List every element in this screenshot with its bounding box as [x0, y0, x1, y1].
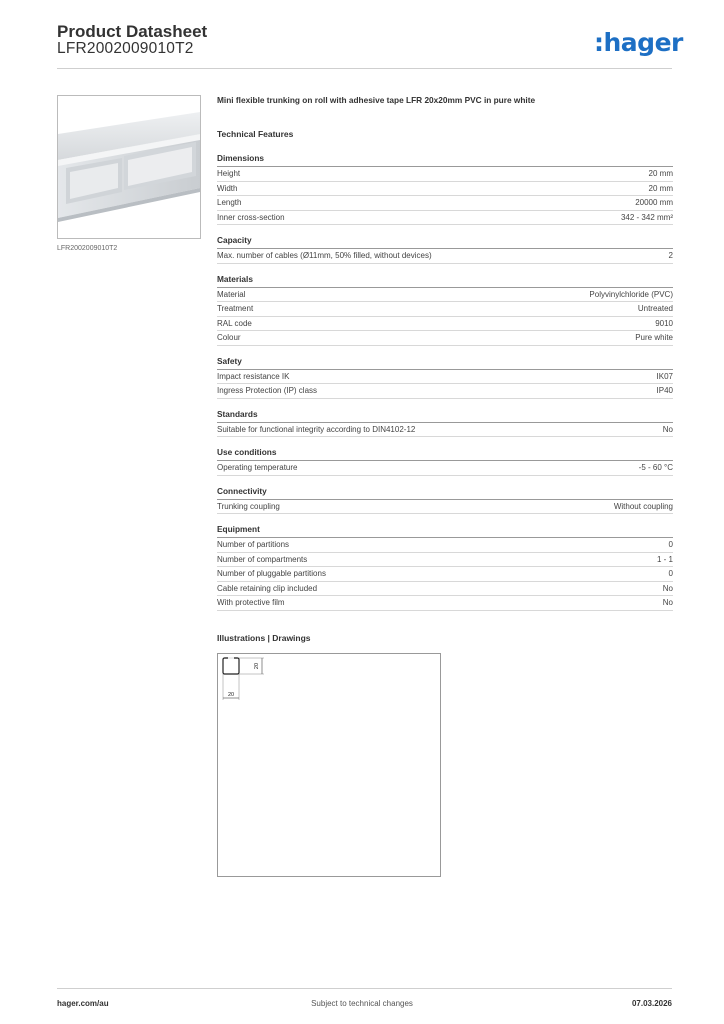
section-standards [217, 409, 673, 438]
footer-date: 07.03.2026 [631, 999, 672, 1008]
section-heading: Materials [217, 274, 673, 288]
spec-row [217, 167, 673, 182]
spec-row [217, 302, 673, 317]
spec-row [217, 331, 673, 346]
spec-label: With protective film [217, 598, 285, 607]
trunking-photo-icon [58, 96, 200, 238]
spec-row [217, 370, 673, 385]
section-materials [217, 274, 673, 346]
spec-label: RAL code [217, 318, 252, 328]
technical-content [217, 95, 673, 611]
technical-drawing [217, 653, 441, 877]
spec-value: IK07 [656, 371, 673, 381]
spec-label: Cable retaining clip included [217, 583, 318, 593]
spec-value: 20 mm [648, 169, 673, 178]
spec-row [217, 249, 673, 264]
logo-colon-icon: : [594, 28, 604, 57]
spec-value: -5 - 60 °C [638, 463, 673, 472]
product-image [57, 95, 201, 239]
spec-label: Trunking coupling [217, 501, 280, 511]
spec-value: No [662, 424, 673, 434]
spec-label: Number of partitions [217, 540, 290, 549]
page-title: Product Datasheet [57, 22, 208, 41]
spec-label: Number of compartments [217, 554, 308, 564]
spec-row [217, 500, 673, 515]
spec-label: Number of pluggable partitions [217, 569, 326, 578]
section-heading: Safety [217, 356, 673, 370]
section-safety [217, 356, 673, 399]
section-heading: Dimensions [217, 153, 673, 167]
spec-label: Ingress Protection (IP) class [217, 386, 318, 395]
spec-value: No [662, 583, 673, 593]
section-heading: Capacity [217, 235, 673, 249]
spec-label: Operating temperature [217, 463, 298, 472]
spec-row [217, 317, 673, 332]
spec-row [217, 211, 673, 226]
spec-label: Treatment [217, 304, 254, 313]
spec-row [217, 567, 673, 582]
header-divider [57, 68, 672, 69]
spec-value: 342 - 342 mm² [620, 212, 673, 222]
spec-value: No [662, 598, 673, 607]
section-capacity [217, 235, 673, 264]
spec-label: Width [217, 183, 238, 193]
spec-value: 1 - 1 [656, 554, 673, 564]
spec-value: 20000 mm [635, 198, 673, 207]
spec-value: 2 [668, 251, 673, 260]
footer-website-link[interactable]: hager.com/au [57, 999, 109, 1008]
spec-label: Length [217, 198, 242, 207]
logo-text: hager [603, 28, 683, 57]
hager-logo[interactable] [594, 28, 683, 57]
spec-row [217, 596, 673, 611]
product-image-caption: LFR2002009010T2 [57, 245, 118, 252]
spec-value: 9010 [655, 318, 673, 328]
section-heading: Connectivity [217, 486, 673, 500]
spec-label: Impact resistance IK [217, 371, 290, 381]
technical-features-heading: Technical Features [217, 129, 294, 139]
spec-value: Untreated [637, 304, 673, 313]
section-heading: Equipment [217, 524, 673, 538]
section-equipment [217, 524, 673, 611]
spec-row [217, 538, 673, 553]
spec-row [217, 288, 673, 303]
footer-notice: Subject to technical changes [311, 999, 413, 1008]
spec-value: 0 [668, 569, 673, 578]
illustrations-heading: Illustrations | Drawings [217, 633, 311, 643]
spec-row [217, 423, 673, 438]
spec-row [217, 196, 673, 211]
section-use-conditions [217, 447, 673, 476]
spec-value: 0 [668, 540, 673, 549]
footer-divider [57, 988, 672, 989]
spec-value: Pure white [635, 333, 673, 342]
spec-row [217, 582, 673, 597]
cross-section-drawing-icon [218, 654, 440, 876]
spec-label: Inner cross-section [217, 212, 285, 222]
spec-label: Colour [217, 333, 241, 342]
width-dimension-label: 20 [227, 692, 235, 698]
product-title: Mini flexible trunking on roll with adhesive tape LFR 20x20mm PVC in pure white [217, 95, 536, 105]
section-dimensions [217, 153, 673, 225]
spec-row [217, 461, 673, 476]
spec-value: Polyvinylchloride (PVC) [589, 289, 673, 299]
spec-row [217, 384, 673, 399]
spec-value: Without coupling [613, 501, 673, 511]
spec-row [217, 182, 673, 197]
product-reference: LFR2002009010T2 [57, 40, 194, 57]
spec-row [217, 553, 673, 568]
height-dimension-label: 20 [254, 662, 260, 670]
section-heading: Use conditions [217, 447, 673, 461]
spec-label: Max. number of cables (Ø11mm, 50% filled, without devices) [217, 251, 432, 260]
spec-label: Height [217, 169, 241, 178]
spec-value: IP40 [656, 386, 673, 395]
section-heading: Standards [217, 409, 673, 423]
spec-label: Suitable for functional integrity according to DIN4102-12 [217, 424, 416, 434]
spec-label: Material [217, 289, 246, 299]
section-connectivity [217, 486, 673, 515]
spec-value: 20 mm [648, 183, 673, 193]
